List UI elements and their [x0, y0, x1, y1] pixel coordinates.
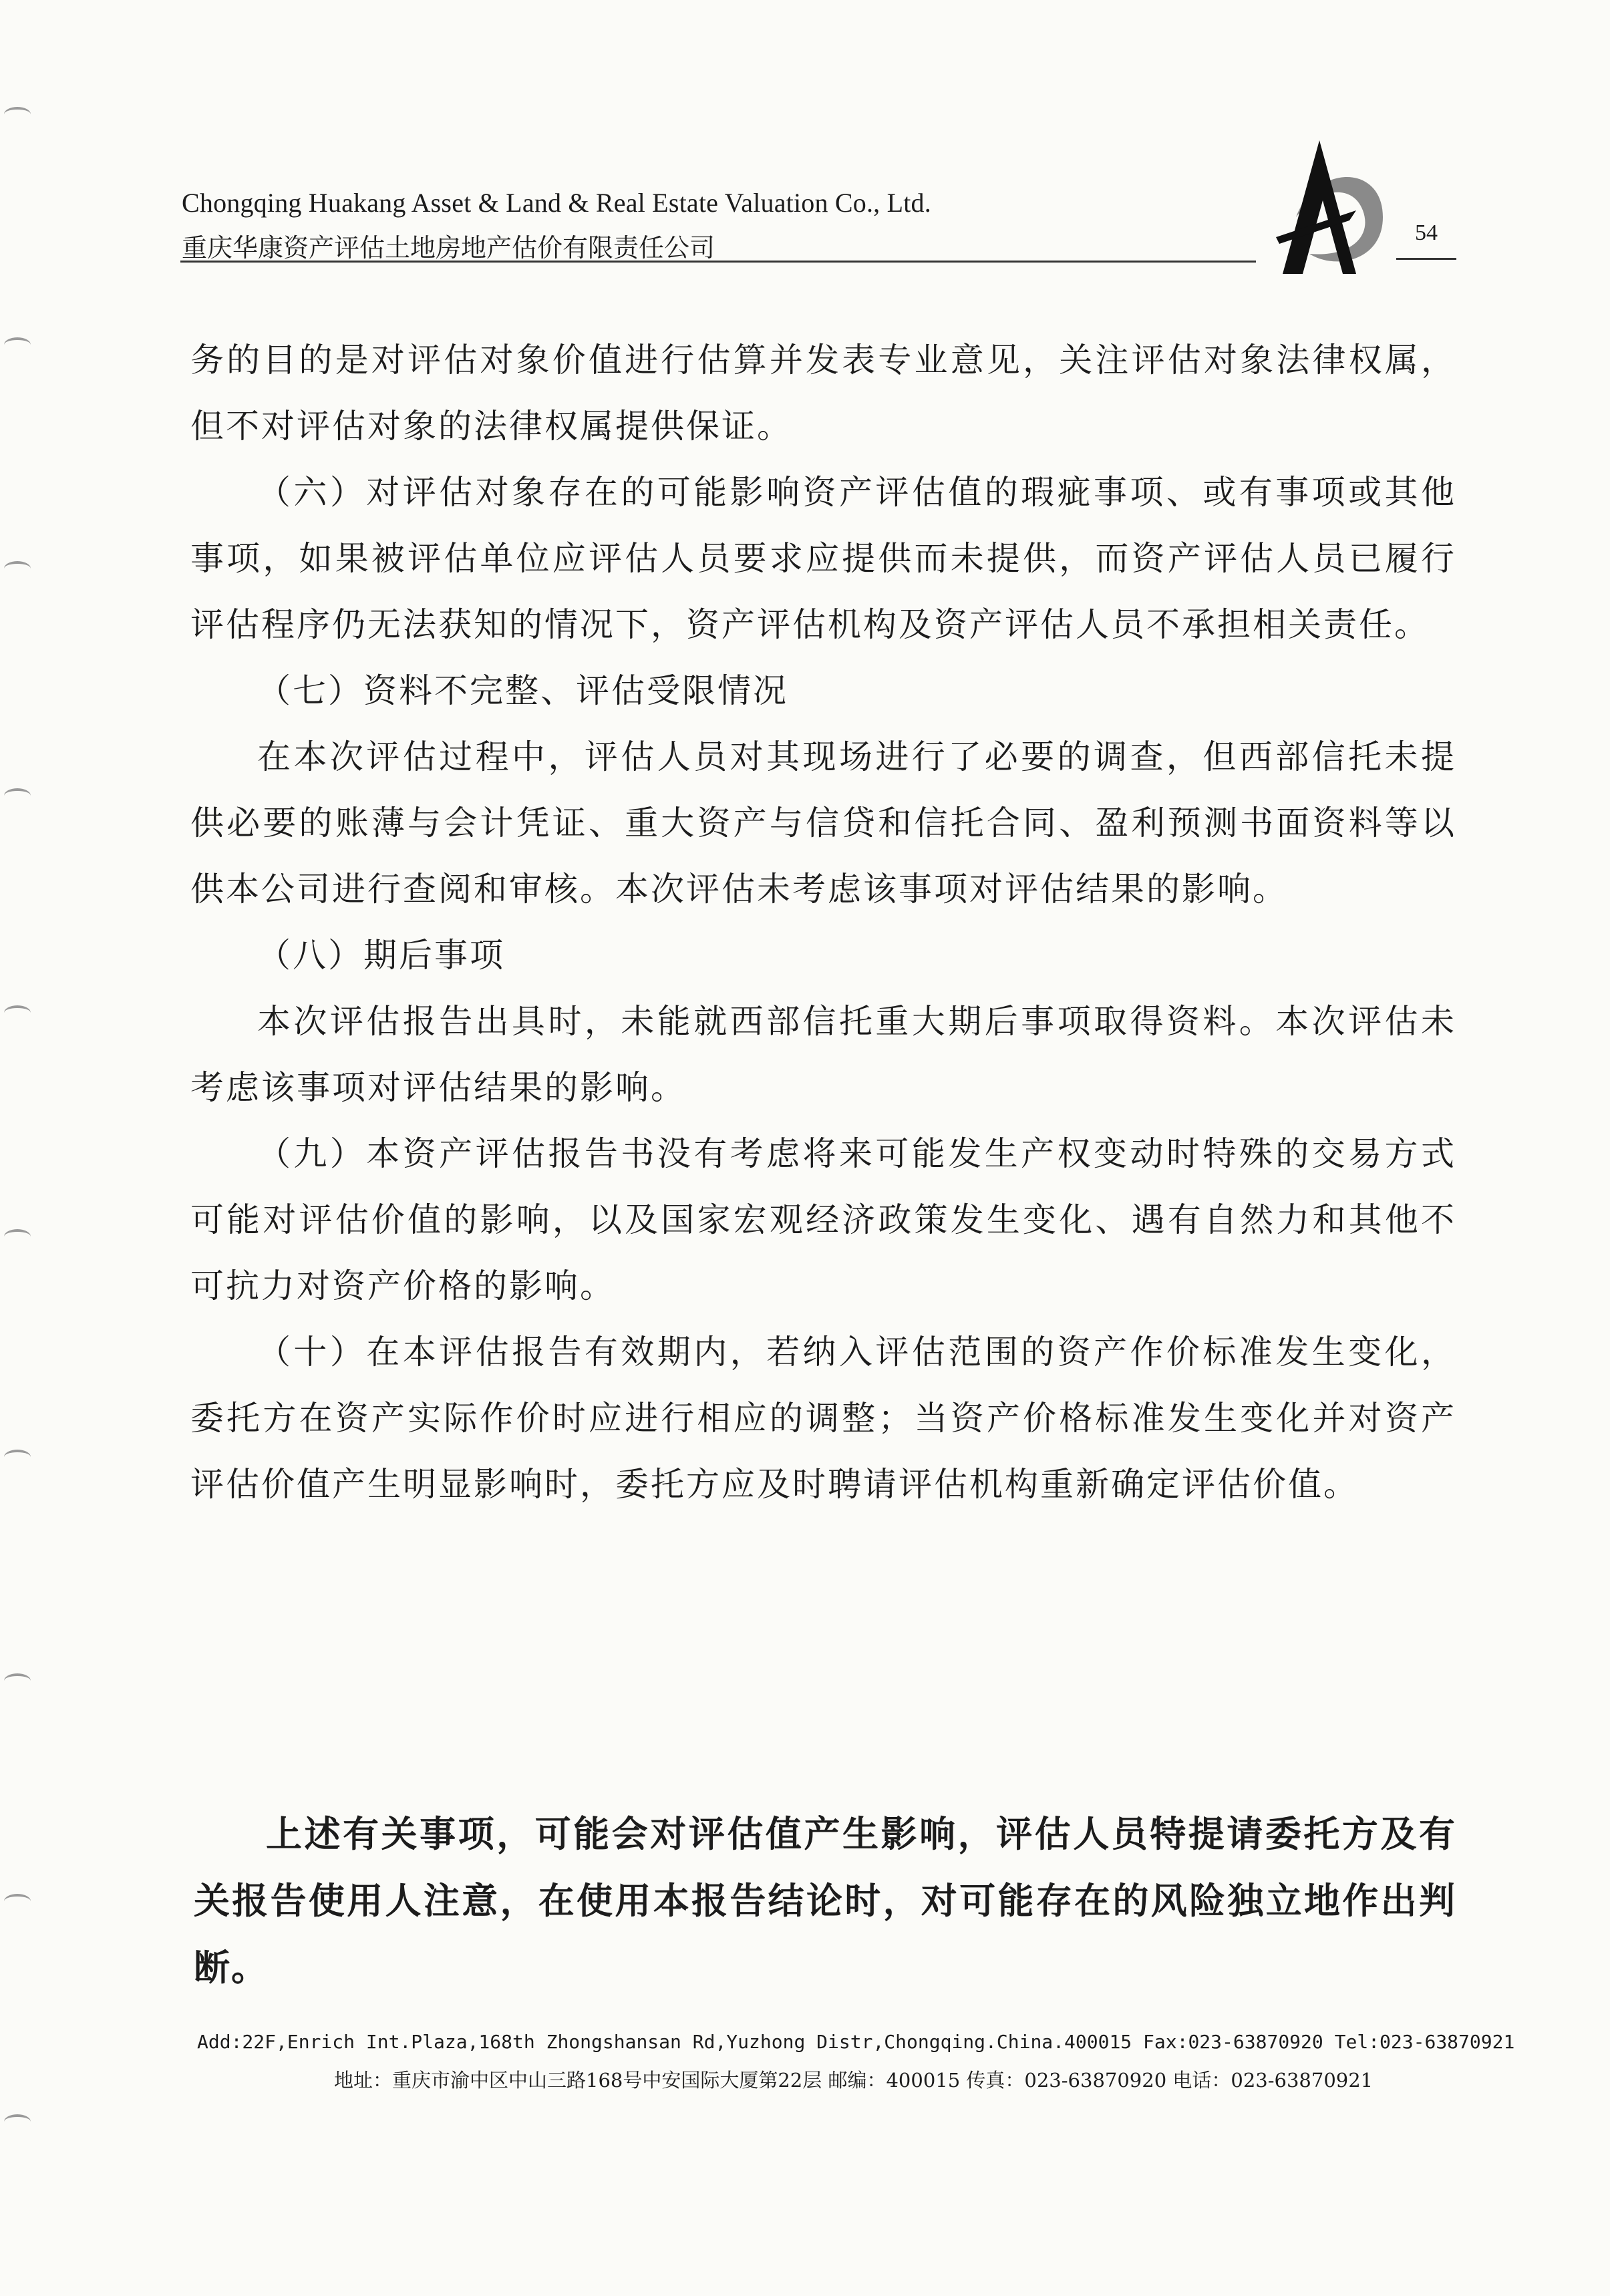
binder-mark	[4, 1005, 31, 1020]
section-heading: （八）期后事项	[257, 936, 505, 975]
paragraph: （十）在本评估报告有效期内，若纳入评估范围的资产作价标准发生变化，委托方在资产实际作价时应进行相应的调整；当资产价格标准发生变化并对资产评估价值产生明显影响时，委托方应及时聘请评估机构重新确定评估价值。	[190, 1333, 1456, 1504]
page-number: 54	[1415, 220, 1438, 245]
binder-mark	[4, 337, 31, 352]
risk-notice: 上述有关事项，可能会对评估值产生影响，评估人员特提请委托方及有关报告使用人注意，在使用本报告结论时，对可能存在的风险独立地作出判断。	[194, 1812, 1456, 1989]
footer-address-en: Add:22F,Enrich Int.Plaza,168th Zhongshansan Rd,Yuzhong Distr,Chongqing.China.400015 Fax:023-63870920 Tel:023-63870921	[197, 2031, 1515, 2053]
binder-mark	[4, 1673, 31, 1688]
paragraph: （六）对评估对象存在的可能影响资产评估值的瑕疵事项、或有事项或其他事项，如果被评估单位应评估人员要求应提供而未提供，而资产评估人员已履行评估程序仍无法获知的情况下，资产评估机构及资产评估人员不承担相关责任。	[190, 473, 1456, 644]
paragraph: 在本次评估过程中，评估人员对其现场进行了必要的调查，但西部信托未提供必要的账薄与会计凭证、重大资产与信贷和信托合同、盈利预测书面资料等以供本公司进行查阅和审核。本次评估未考虑该事项对评估结果的影响。	[190, 737, 1456, 909]
binder-mark	[4, 1894, 31, 1909]
paragraph: （九）本资产评估报告书没有考虑将来可能发生产权变动时特殊的交易方式可能对评估价值的影响，以及国家宏观经济政策发生变化、遇有自然力和其他不可抗力对资产价格的影响。	[190, 1134, 1456, 1305]
binder-mark	[4, 2114, 31, 2129]
paragraph: 务的目的是对评估对象价值进行估算并发表专业意见，关注评估对象法律权属，但不对评估对象的法律权属提供保证。	[190, 341, 1456, 446]
binder-mark	[4, 561, 31, 576]
report-body	[190, 327, 1456, 1518]
company-logo-icon	[1256, 137, 1390, 277]
binder-mark	[4, 788, 31, 803]
paragraph: 本次评估报告出具时，未能就西部信托重大期后事项取得资料。本次评估未考虑该事项对评估结果的影响。	[190, 1002, 1456, 1107]
binder-mark	[4, 107, 31, 122]
page-number-underline	[1396, 258, 1456, 260]
company-name-en: Chongqing Huakang Asset & Land & Real Estate Valuation Co., Ltd.	[182, 188, 931, 218]
header-divider	[180, 261, 1256, 263]
company-name-zh: 重庆华康资产评估土地房地产估价有限责任公司	[182, 233, 715, 263]
footer-address-zh: 地址：重庆市渝中区中山三路168号中安国际大厦第22层 邮编：400015 传真：023-63870920 电话：023-63870921	[334, 2069, 1374, 2092]
binder-mark	[4, 1450, 31, 1464]
section-heading: （七）资料不完整、评估受限情况	[257, 671, 788, 710]
binder-mark	[4, 1229, 31, 1244]
